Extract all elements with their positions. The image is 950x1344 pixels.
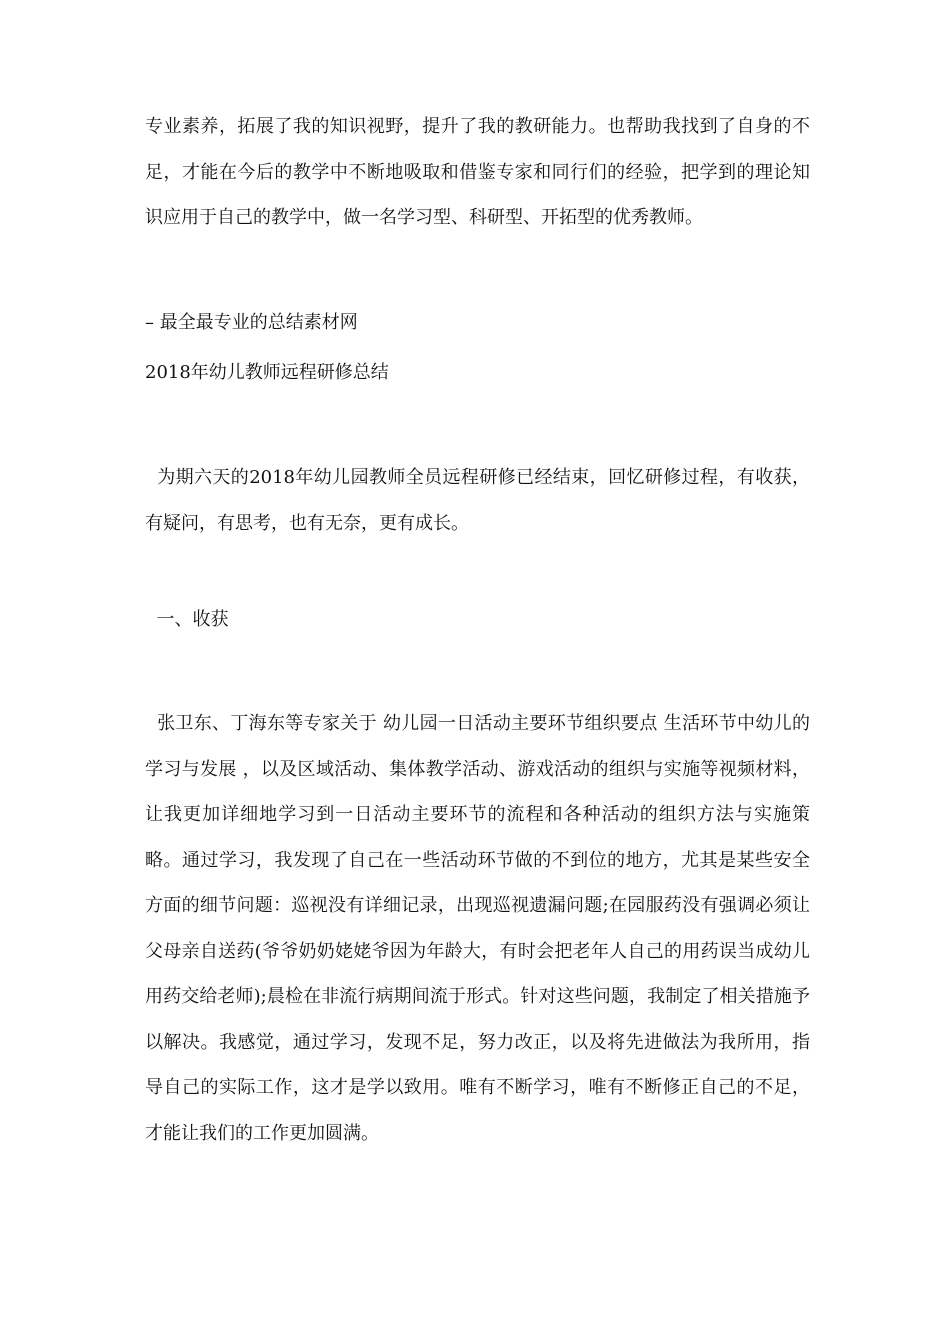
document-title: 2018年幼儿教师远程研修总结 <box>145 362 389 383</box>
site-tagline: – 最全最专业的总结素材网 <box>145 312 358 333</box>
opening-paragraph: 为期六天的2018年幼儿园教师全员远程研修已经结束，回忆研修过程，有收获，有疑问，有思考，也有无奈，更有成长。 <box>145 467 810 534</box>
section-body-paragraph: 张卫东、丁海东等专家关于 幼儿园一日活动主要环节组织要点 生活环节中幼儿的学习与发展 ，以及区域活动、集体教学活动、游戏活动的组织与实施等视频材料，让我更加详细地学习到一日活动主要环节的流程和各种活动的组织方法与实施策略。通过学习，我发现了自己在一些活动环节做的不到位的地方，尤其是某些安全方面的细节问题：巡视没有详细记录，出现巡视遗漏问题;在园服药没有强调必须让父母亲自送药(爷爷奶奶姥姥爷因为年龄大，有时会把老年人自己的用药误当成幼儿用药交给老师);晨检在非流行病期间流于形式。针对这些问题，我制定了相关措施予以解决。我感觉，通过学习，发现不足，努力改正，以及将先进做法为我所用，指导自己的实际工作，这才是学以致用。唯有不断学习，唯有不断修正自己的不足，才能让我们的工作更加圆满。 <box>145 713 810 1144</box>
intro-paragraph: 专业素养，拓展了我的知识视野，提升了我的教研能力。也帮助我找到了自身的不足，才能在今后的教学中不断地吸取和借鉴专家和同行们的经验，把学到的理论知识应用于自己的教学中，做一名学习型、科研型、开拓型的优秀教师。 <box>145 116 810 228</box>
section-heading: 一、收获 <box>145 609 229 630</box>
